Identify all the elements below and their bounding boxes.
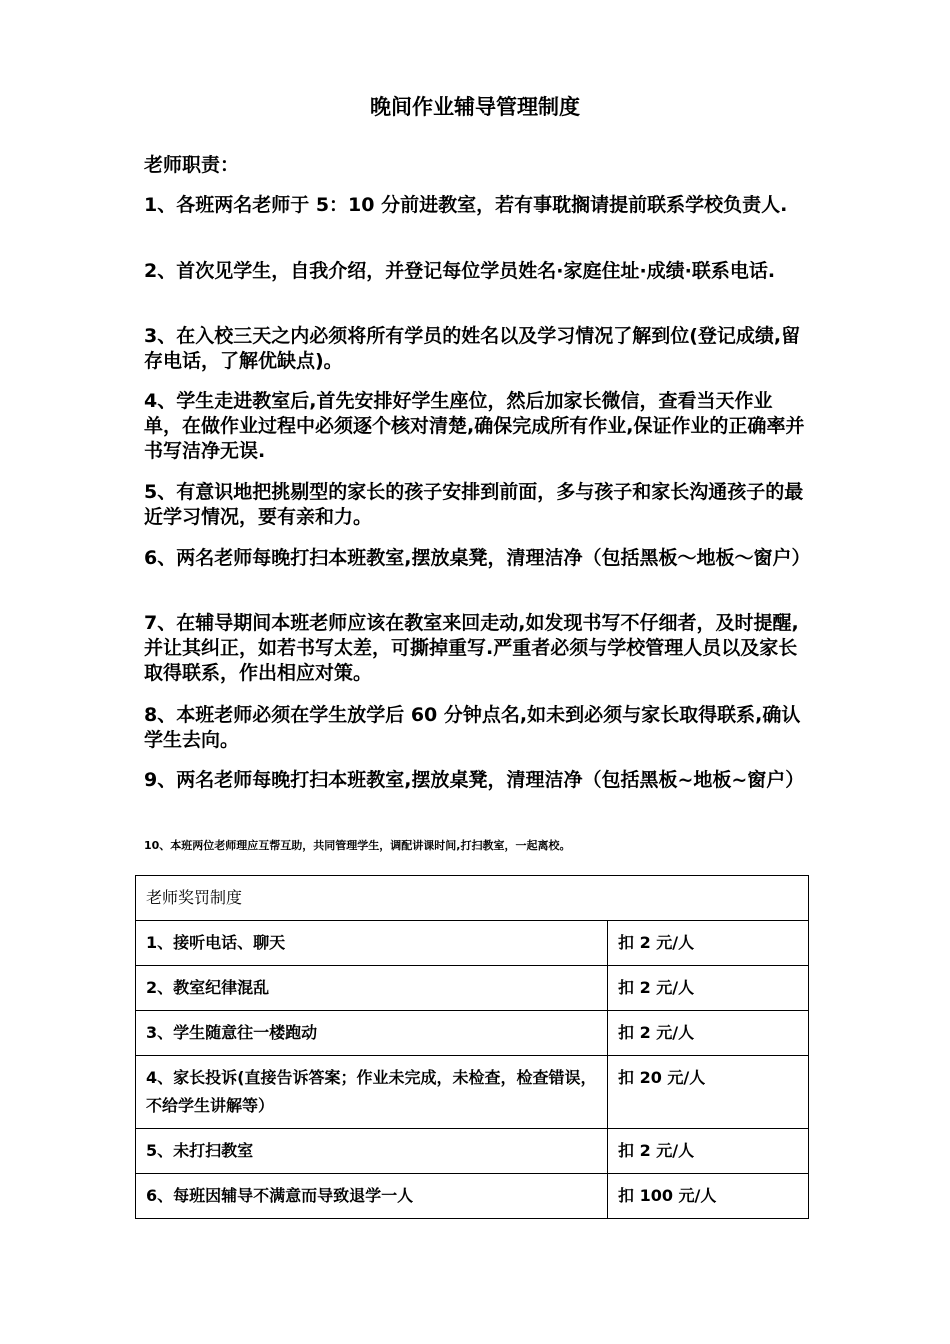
duty-item-8: 8、本班老师必须在学生放学后 60 分钟点名,如未到必须与家长取得联系,确认学生去向。 <box>144 704 801 751</box>
table-row <box>136 966 809 1011</box>
rewards-penalties-table <box>135 875 809 1219</box>
duty-item-1: 1、各班两名老师于 5：10 分前进教室，若有事耽搁请提前联系学校负责人. <box>144 194 788 216</box>
rule-item: 3、学生随意往一楼跑动 <box>136 1011 608 1056</box>
duty-item-6: 6、两名老师每晚打扫本班教室,摆放桌凳，清理洁净（包括黑板～地板～窗户） <box>144 547 811 569</box>
duty-item-2: 2、首次见学生，自我介绍，并登记每位学员姓名·家庭住址·成绩·联系电话. <box>144 260 776 282</box>
rule-item: 1、接听电话、聊天 <box>136 921 608 966</box>
table-row <box>136 1129 809 1174</box>
rule-item: 4、家长投诉(直接告诉答案；作业未完成，未检查，检查错误，不给学生讲解等） <box>136 1056 608 1129</box>
rule-penalty: 扣 2 元/人 <box>608 966 809 1011</box>
rule-item: 5、未打扫教室 <box>136 1129 608 1174</box>
duty-item-5: 5、有意识地把挑剔型的家长的孩子安排到前面，多与孩子和家长沟通孩子的最近学习情况，要有亲和力。 <box>144 481 804 528</box>
rule-penalty: 扣 100 元/人 <box>608 1174 809 1219</box>
document-title: 晚间作业辅导管理制度 <box>370 95 580 119</box>
table-row <box>136 1011 809 1056</box>
duty-item-9: 9、两名老师每晚打扫本班教室,摆放桌凳，清理洁净（包括黑板~地板~窗户） <box>144 769 805 791</box>
table-header: 老师奖罚制度 <box>136 876 809 921</box>
duty-item-7: 7、在辅导期间本班老师应该在教室来回走动,如发现书写不仔细者，及时提醒,并让其纠正，如若书写太差，可撕掉重写.严重者必须与学校管理人员以及家长取得联系，作出相应对策。 <box>144 612 799 684</box>
duty-item-4: 4、学生走进教室后,首先安排好学生座位，然后加家长微信，查看当天作业单，在做作业过程中必须逐个核对清楚,确保完成所有作业,保证作业的正确率并书写洁净无误. <box>144 390 805 462</box>
table-header-row <box>136 876 809 921</box>
table-row <box>136 1174 809 1219</box>
section-heading-teacher-duties: 老师职责： <box>144 154 240 176</box>
duty-item-3: 3、在入校三天之内必须将所有学员的姓名以及学习情况了解到位(登记成绩,留存电话，了解优缺点)。 <box>144 325 801 372</box>
table-row <box>136 1056 809 1129</box>
rule-penalty: 扣 2 元/人 <box>608 1011 809 1056</box>
rule-penalty: 扣 2 元/人 <box>608 1129 809 1174</box>
rule-item: 6、每班因辅导不满意而导致退学一人 <box>136 1174 608 1219</box>
rule-penalty: 扣 20 元/人 <box>608 1056 809 1129</box>
rule-item: 2、教室纪律混乱 <box>136 966 608 1011</box>
table-row <box>136 921 809 966</box>
duty-note-10: 10、本班两位老师理应互帮互助，共同管理学生，调配讲课时间,打扫教室，一起离校。 <box>144 839 571 852</box>
rule-penalty: 扣 2 元/人 <box>608 921 809 966</box>
